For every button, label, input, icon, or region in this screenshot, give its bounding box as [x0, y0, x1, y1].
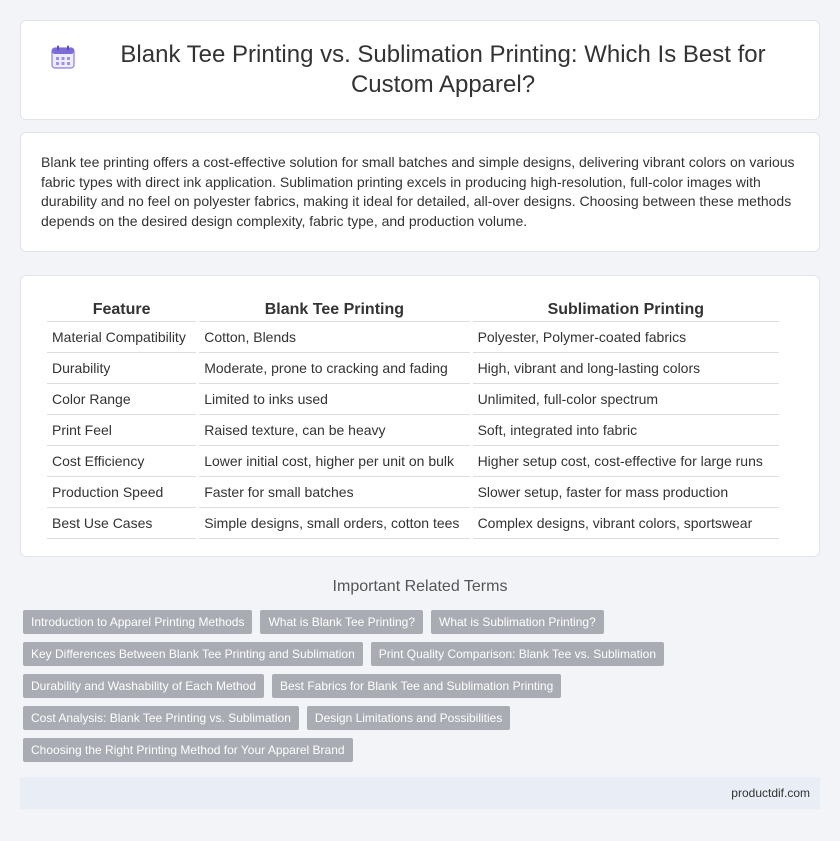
- tag-link[interactable]: Durability and Washability of Each Method: [23, 674, 264, 698]
- table-cell-sublimation: Complex designs, vibrant colors, sportswear: [473, 508, 779, 539]
- table-row: [47, 322, 779, 353]
- tag-link[interactable]: What is Sublimation Printing?: [431, 610, 604, 634]
- tag-link[interactable]: Best Fabrics for Blank Tee and Sublimation Printing: [272, 674, 561, 698]
- table-cell-blank-tee: Simple designs, small orders, cotton tees: [199, 508, 469, 539]
- related-terms-tags: [23, 610, 813, 770]
- table-cell-feature: Print Feel: [47, 415, 196, 446]
- tag-link[interactable]: What is Blank Tee Printing?: [260, 610, 423, 634]
- header-card: [20, 20, 820, 120]
- table-row: [47, 353, 779, 384]
- comparison-table: [44, 296, 782, 539]
- table-cell-sublimation: Soft, integrated into fabric: [473, 415, 779, 446]
- tag-link[interactable]: Cost Analysis: Blank Tee Printing vs. Sublimation: [23, 706, 299, 730]
- tag-link[interactable]: Introduction to Apparel Printing Methods: [23, 610, 252, 634]
- title-wrap: [50, 40, 790, 100]
- header-blank-tee: Blank Tee Printing: [199, 296, 469, 322]
- table-cell-sublimation: Polyester, Polymer-coated fabrics: [473, 322, 779, 353]
- tag-row: [23, 738, 813, 762]
- table-row: [47, 477, 779, 508]
- table-cell-feature: Cost Efficiency: [47, 446, 196, 477]
- table-cell-blank-tee: Raised texture, can be heavy: [199, 415, 469, 446]
- table-cell-feature: Material Compatibility: [47, 322, 196, 353]
- intro-paragraph: Blank tee printing offers a cost-effective solution for small batches and simple designs, delivering vibrant colors on various fabric types with direct ink application. Sublimation printing excels in producing high-resolution, full-color images with durability and no feel on polyester fabrics, making it ideal for detailed, all-over designs. Choosing between these methods depends on the desired design complexity, fabric type, and production volume.: [41, 154, 795, 229]
- tag-row: [23, 610, 813, 634]
- table-cell-blank-tee: Lower initial cost, higher per unit on bulk: [199, 446, 469, 477]
- tag-row: [23, 706, 813, 730]
- table-cell-feature: Durability: [47, 353, 196, 384]
- table-cell-blank-tee: Faster for small batches: [199, 477, 469, 508]
- tag-row: [23, 642, 813, 666]
- tag-link[interactable]: Choosing the Right Printing Method for Your Apparel Brand: [23, 738, 353, 762]
- page-title: Blank Tee Printing vs. Sublimation Printing: Which Is Best for Custom Apparel?: [120, 41, 766, 98]
- calendar-icon: [50, 44, 76, 70]
- table-cell-blank-tee: Cotton, Blends: [199, 322, 469, 353]
- table-row: [47, 415, 779, 446]
- tag-row: [23, 674, 813, 698]
- header-feature: Feature: [47, 296, 196, 322]
- table-cell-sublimation: Unlimited, full-color spectrum: [473, 384, 779, 415]
- intro-card: [20, 132, 820, 252]
- tag-link[interactable]: Print Quality Comparison: Blank Tee vs. Sublimation: [371, 642, 664, 666]
- header-sublimation: Sublimation Printing: [473, 296, 779, 322]
- table-cell-sublimation: Slower setup, faster for mass production: [473, 477, 779, 508]
- footer-site-link[interactable]: productdif.com: [731, 786, 810, 800]
- table-cell-feature: Color Range: [47, 384, 196, 415]
- tag-link[interactable]: Key Differences Between Blank Tee Printing and Sublimation: [23, 642, 363, 666]
- table-row: [47, 508, 779, 539]
- related-terms-title: Important Related Terms: [332, 578, 508, 595]
- table-row: [47, 384, 779, 415]
- table-cell-sublimation: High, vibrant and long-lasting colors: [473, 353, 779, 384]
- table-cell-blank-tee: Limited to inks used: [199, 384, 469, 415]
- footer: [20, 777, 820, 809]
- comparison-table-card: [20, 275, 820, 557]
- table-header-row: [47, 296, 779, 322]
- table-cell-sublimation: Higher setup cost, cost-effective for large runs: [473, 446, 779, 477]
- tag-link[interactable]: Design Limitations and Possibilities: [307, 706, 510, 730]
- table-cell-blank-tee: Moderate, prone to cracking and fading: [199, 353, 469, 384]
- table-row: [47, 446, 779, 477]
- table-cell-feature: Best Use Cases: [47, 508, 196, 539]
- table-cell-feature: Production Speed: [47, 477, 196, 508]
